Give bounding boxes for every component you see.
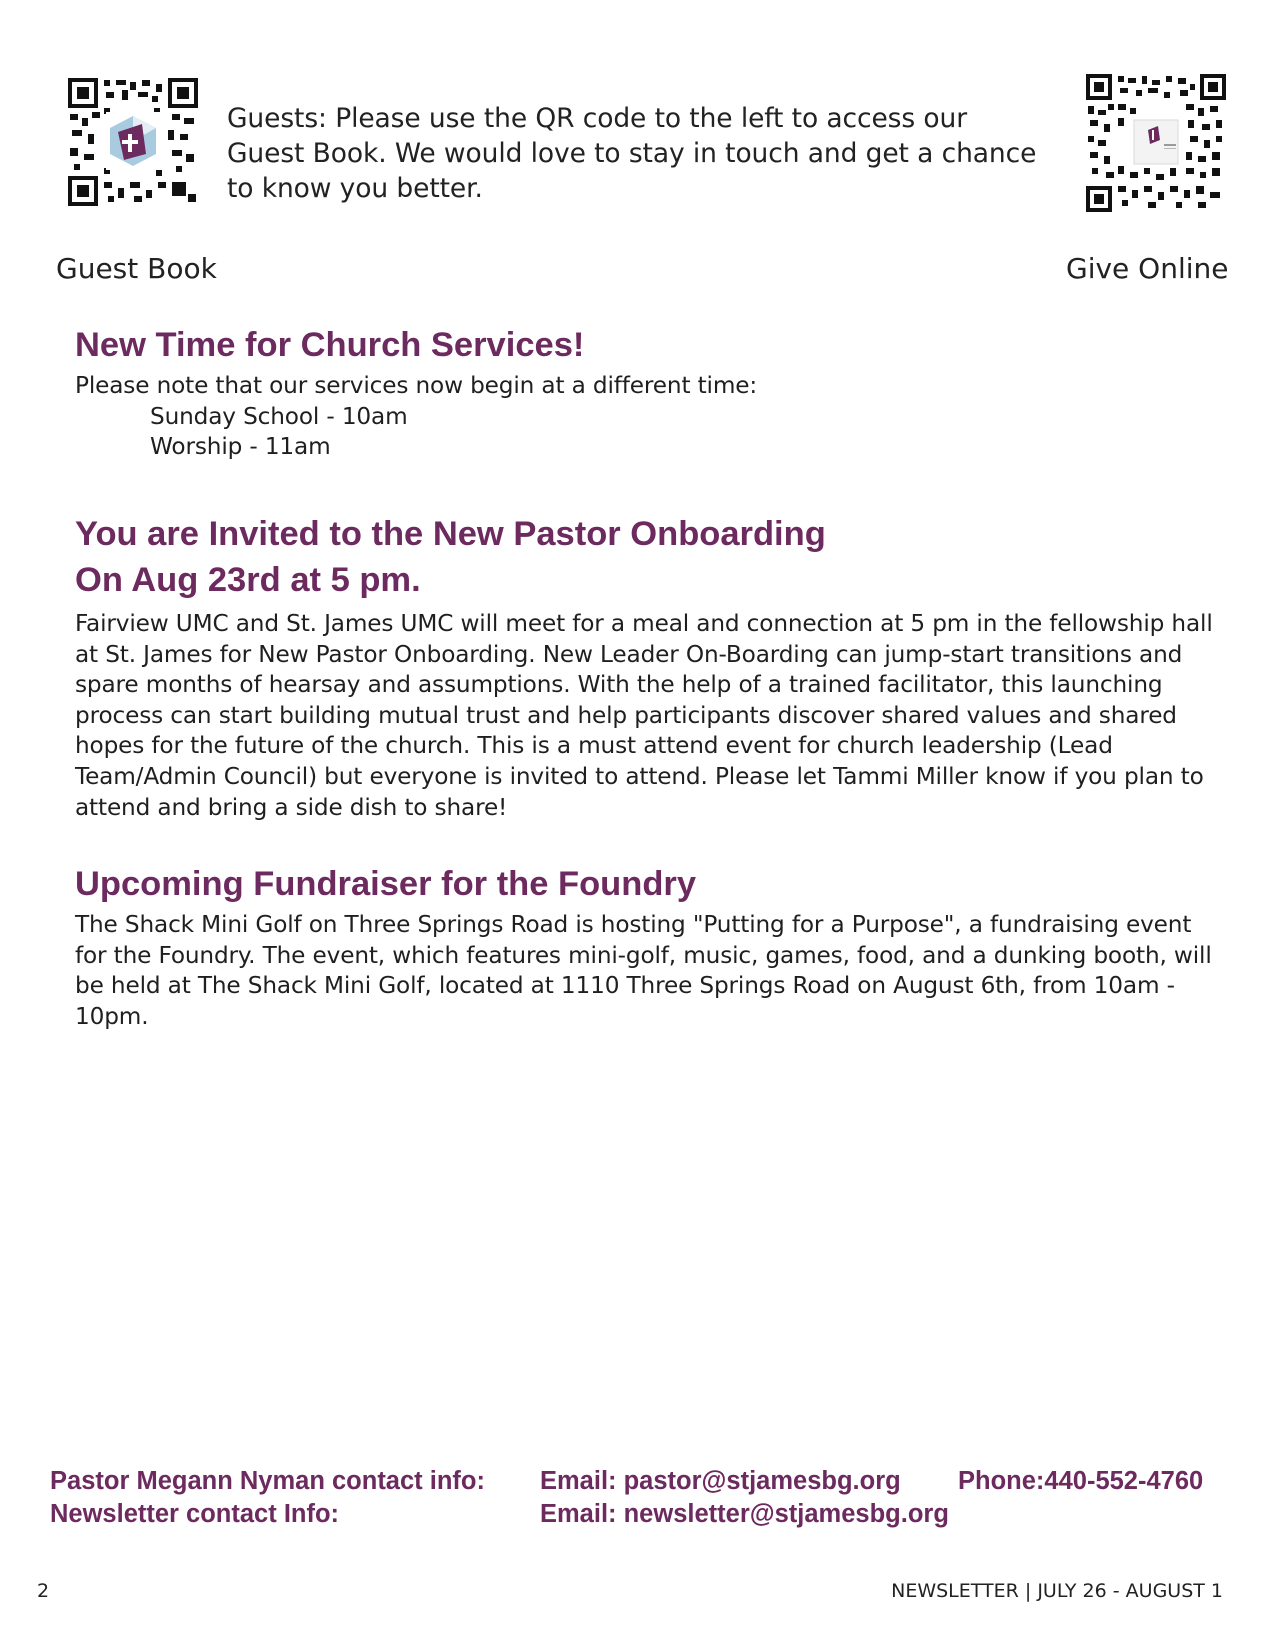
fundraiser-body: The Shack Mini Golf on Three Springs Road is hosting "Putting for a Purpose", a fundraising event for the Foundry. The event, which features mini-golf, music, games, food, and a dunking booth, will be held at The Shack Mini Golf, located at 1110 Three Springs Road on August 6th, from 10am - 10pm. xyxy=(75,911,1212,1030)
pastor-phone[interactable]: Phone:440-552-4760 xyxy=(958,1467,1204,1495)
section-title: Upcoming Fundraiser for the Foundry xyxy=(75,865,697,903)
section-title-line-1: You are Invited to the New Pastor Onboarding xyxy=(75,515,826,553)
pastor-onboarding-section xyxy=(75,511,1215,823)
section-title-line-2: On Aug 23rd at 5 pm. xyxy=(75,561,421,599)
service-times-section xyxy=(75,322,1215,463)
give-online-caption: Give Online xyxy=(1066,252,1229,285)
guest-book-qr-code xyxy=(68,78,198,206)
section-title: New Time for Church Services! xyxy=(75,326,585,364)
worship-time: Worship - 11am xyxy=(150,433,331,461)
guest-book-caption: Guest Book xyxy=(56,252,217,285)
give-online-qr-code xyxy=(1086,74,1226,212)
newsletter-email[interactable]: Email: newsletter@stjamesbg.org xyxy=(540,1500,949,1528)
fundraiser-section xyxy=(75,861,1215,1032)
pastor-contact-label: Pastor Megann Nyman contact info: xyxy=(50,1467,485,1495)
pastor-email[interactable]: Email: pastor@stjamesbg.org xyxy=(540,1467,901,1495)
newsletter-date-label: NEWSLETTER | JULY 26 - AUGUST 1 xyxy=(891,1580,1223,1602)
guest-book-note: Guests: Please use the QR code to the left to access our Guest Book. We would love to stay in touch and get a chance to know you better. xyxy=(227,103,1037,204)
service-times-intro: Please note that our services now begin at a different time: xyxy=(75,372,758,399)
newsletter-contact-label: Newsletter contact Info: xyxy=(50,1500,340,1528)
page-number: 2 xyxy=(37,1580,50,1602)
onboarding-body: Fairview UMC and St. James UMC will meet for a meal and connection at 5 pm in the fellowship hall at St. James for New Pastor Onboarding. New Leader On-Boarding can jump-start transitions and spare months of hearsay and assumptions. With the help of a trained facilitator, this launching process can start building mutual trust and help participants discover shared values and shared hopes for the future of the church. This is a must attend event for church leadership (Lead Team/Admin Council) but everyone is invited to attend. Please let Tammi Miller know if you plan to attend and bring a side dish to share! xyxy=(75,610,1213,821)
sunday-school-time: Sunday School - 10am xyxy=(150,402,408,430)
